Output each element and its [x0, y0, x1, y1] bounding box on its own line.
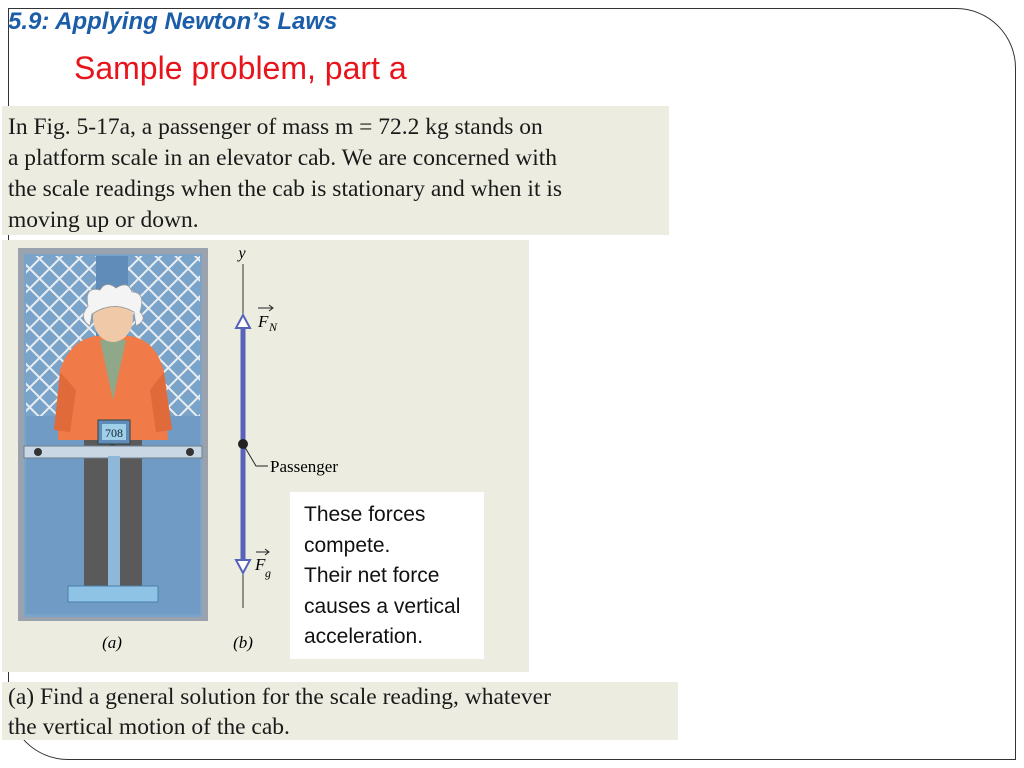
callout-line: acceleration. — [304, 625, 424, 648]
callout-line: causes a vertical — [304, 594, 461, 618]
panel-a-caption: (a) — [102, 633, 122, 652]
axis-label: y — [238, 245, 246, 262]
normal-force-label: F — [258, 312, 269, 331]
question-part-a — [2, 682, 678, 740]
gravity-force-arrow-icon — [236, 560, 250, 573]
gravity-force-subscript: g — [265, 566, 271, 580]
normal-force-arrow-icon — [236, 315, 250, 328]
passenger-label: Passenger — [270, 457, 338, 476]
scale-reading: 708 — [105, 426, 123, 440]
callout-line: compete. — [304, 533, 391, 557]
forces-callout — [290, 492, 484, 659]
callout-line: These forces — [304, 503, 426, 526]
panel-b-caption: (b) — [233, 633, 253, 652]
question-line: (a) Find a general solution for the scale reading, whatever — [8, 684, 551, 710]
problem-line: the scale readings when the cab is stationary and when it is — [8, 176, 563, 202]
question-line: the vertical motion of the cab. — [8, 714, 290, 740]
normal-force-subscript: N — [269, 320, 278, 334]
slide-subtitle: Sample problem, part a — [74, 50, 407, 86]
problem-line: a platform scale in an elevator cab. We are concerned with — [8, 145, 558, 171]
callout-line: Their net force — [304, 564, 440, 587]
problem-line: In Fig. 5-17a, a passenger of mass m = 72.2 kg stands on — [8, 114, 543, 140]
problem-line: moving up or down. — [8, 207, 199, 233]
section-title: 5.9: Applying Newton’s Laws — [8, 8, 338, 35]
gravity-force-label: F — [255, 555, 266, 574]
